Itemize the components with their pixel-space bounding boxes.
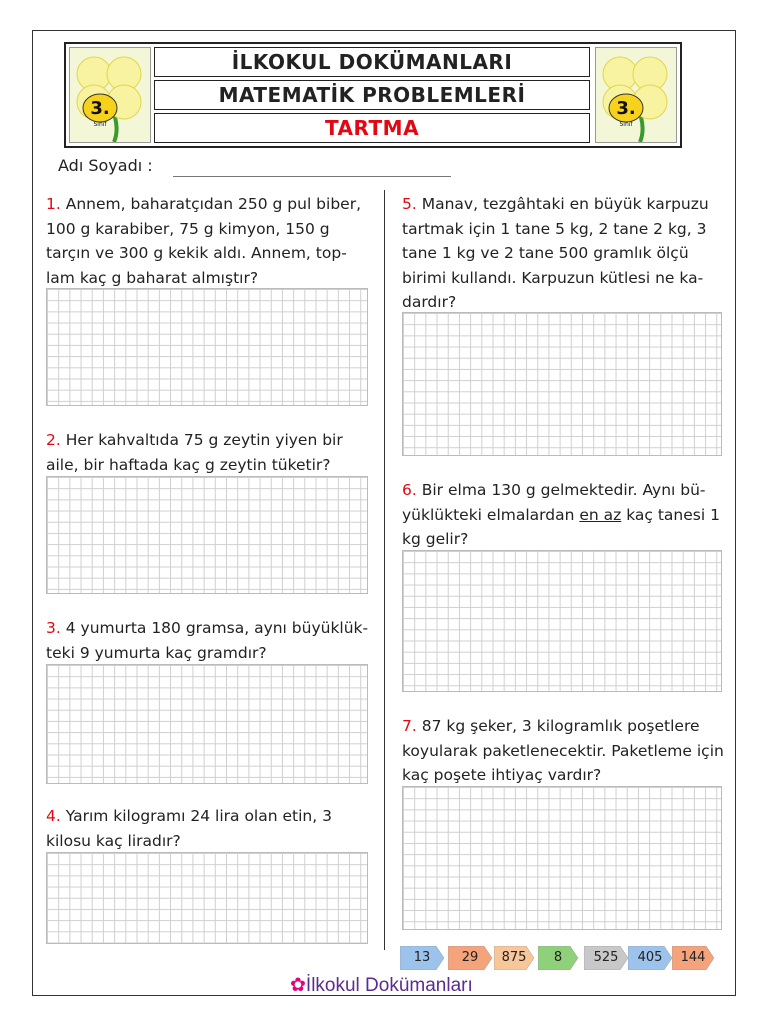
question-number: 2.	[46, 431, 61, 449]
question-5: 5. Manav, tezgâhtaki en büyük karpuzu tartmak için 1 tane 5 kg, 2 tane 2 kg, 3 tane 1 kg ve 2 tane 500 gramlık ölçü birimi kullandı. Karpuzun kütlesi ne ka- dardır?	[402, 195, 709, 311]
answer-tag-5: 525	[584, 946, 628, 970]
question-number: 3.	[46, 619, 61, 637]
question-1: 1. Annem, baharatçıdan 250 g pul biber, 100 g karabiber, 75 g kimyon, 150 g tarçın ve 300 g kekik aldı. Annem, top- lam kaç g baharat almıştır?	[46, 195, 361, 287]
question-number: 5.	[402, 195, 417, 213]
answer-grid-3[interactable]	[46, 664, 368, 784]
question-4: 4. Yarım kilogramı 24 lira olan etin, 3 kilosu kaç liradır?	[46, 807, 332, 850]
title-school: İLKOKUL DOKÜMANLARI	[154, 47, 590, 77]
question-2: 2. Her kahvaltıda 75 g zeytin yiyen bir aile, bir haftada kaç g zeytin tüketir?	[46, 431, 343, 474]
answer-grid-5[interactable]	[402, 312, 722, 456]
answer-grid-4[interactable]	[46, 852, 368, 944]
answer-tag-6: 405	[628, 946, 672, 970]
flower-icon: ✿	[290, 975, 306, 996]
answer-tag-4: 8	[538, 946, 578, 970]
svg-text:3.: 3.	[616, 98, 636, 119]
question-7: 7. 87 kg şeker, 3 kilogramlık poşetlere koyularak paketlenecektir. Paketleme için kaç poşete ihtiyaç vardır?	[402, 717, 724, 784]
name-label: Adı Soyadı :	[58, 156, 153, 175]
svg-text:Sınıf: Sınıf	[619, 121, 633, 128]
emphasis-underline: en az	[579, 505, 622, 524]
name-input-line[interactable]	[173, 176, 451, 177]
title-subject: MATEMATİK PROBLEMLERİ	[154, 80, 590, 110]
question-number: 7.	[402, 717, 417, 735]
answer-tag-7: 144	[672, 946, 714, 970]
clover-logo-left	[69, 47, 151, 143]
svg-text:Sınıf: Sınıf	[93, 121, 107, 128]
clover-logo-right	[595, 47, 677, 143]
answer-grid-2[interactable]	[46, 476, 368, 594]
answer-tag-3: 875	[494, 946, 534, 970]
question-number: 4.	[46, 807, 61, 825]
question-3: 3. 4 yumurta 180 gramsa, aynı büyüklük- teki 9 yumurta kaç gramdır?	[46, 619, 369, 662]
answer-tag-2: 29	[448, 946, 492, 970]
title-topic: TARTMA	[154, 113, 590, 143]
header	[64, 42, 682, 148]
answer-grid-7[interactable]	[402, 786, 722, 930]
answer-grid-6[interactable]	[402, 550, 722, 692]
answer-grid-1[interactable]	[46, 288, 368, 406]
question-number: 6.	[402, 481, 417, 499]
svg-text:3.: 3.	[90, 98, 110, 119]
footer-brand: ✿İlkokul Dokümanları	[290, 975, 473, 996]
question-6: 6. Bir elma 130 g gelmektedir. Aynı bü- yüklükteki elmalardan en az kaç tanesi 1 kg gelir?	[402, 481, 720, 548]
column-divider	[384, 190, 385, 950]
answer-tag-1: 13	[400, 946, 444, 970]
question-number: 1.	[46, 195, 61, 213]
